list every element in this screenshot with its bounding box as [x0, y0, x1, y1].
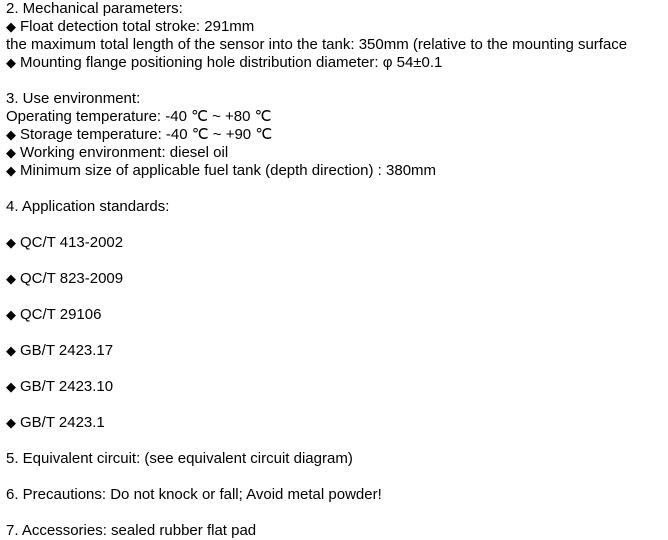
spacer	[6, 504, 668, 522]
diamond-bullet-icon: ◆	[6, 163, 16, 178]
list-item-text: Working environment: diesel oil	[20, 144, 229, 161]
section-heading-circuit: 5. Equivalent circuit: (see equivalent circuit diagram)	[6, 450, 353, 467]
list-item-text: Operating temperature: -40 ℃ ~ +80 ℃	[6, 108, 272, 125]
diamond-bullet-icon: ◆	[6, 271, 16, 286]
spacer	[6, 360, 668, 378]
list-item	[6, 378, 668, 396]
section-heading-environment: 3. Use environment:	[6, 90, 141, 107]
list-item-text: the maximum total length of the sensor into the tank: 350mm (relative to the mounting surface	[6, 36, 628, 53]
list-item	[6, 54, 668, 72]
list-item-text: QC/T 29106	[20, 306, 102, 323]
spacer	[6, 252, 668, 270]
section-heading-precautions: 6. Precautions: Do not knock or fall; Avoid metal powder!	[6, 486, 382, 503]
spacer	[6, 432, 668, 450]
diamond-bullet-icon: ◆	[6, 19, 16, 34]
list-item-text: Mounting flange positioning hole distribution diameter: φ 54±0.1	[20, 54, 443, 71]
list-item	[6, 306, 668, 324]
list-item-text: GB/T 2423.10	[20, 378, 114, 395]
document-body	[6, 0, 668, 540]
spacer	[6, 216, 668, 234]
diamond-bullet-icon: ◆	[6, 307, 16, 322]
list-item	[6, 414, 668, 432]
spacer	[6, 324, 668, 342]
list-item-text: QC/T 823-2009	[20, 270, 124, 287]
section-heading-standards: 4. Application standards:	[6, 198, 170, 215]
section-heading-mechanical: 2. Mechanical parameters:	[6, 0, 183, 17]
diamond-bullet-icon: ◆	[6, 127, 16, 142]
list-item	[6, 36, 668, 54]
list-item	[6, 108, 668, 126]
diamond-bullet-icon: ◆	[6, 235, 16, 250]
list-item-text: Minimum size of applicable fuel tank (depth direction) : 380mm	[20, 162, 437, 179]
list-item	[6, 270, 668, 288]
list-item	[6, 162, 668, 180]
list-item	[6, 342, 668, 360]
list-item-text: Storage temperature: -40 ℃ ~ +90 ℃	[20, 126, 273, 143]
diamond-bullet-icon: ◆	[6, 379, 16, 394]
list-item-text: QC/T 413-2002	[20, 234, 124, 251]
spacer	[6, 468, 668, 486]
section-heading-accessories: 7. Accessories: sealed rubber flat pad	[6, 522, 257, 539]
list-item	[6, 144, 668, 162]
spacer	[6, 180, 668, 198]
spacer	[6, 288, 668, 306]
diamond-bullet-icon: ◆	[6, 55, 16, 70]
diamond-bullet-icon: ◆	[6, 145, 16, 160]
list-item-text: GB/T 2423.1	[20, 414, 105, 431]
spacer	[6, 72, 668, 90]
list-item	[6, 234, 668, 252]
list-item-text: Float detection total stroke: 291mm	[20, 18, 255, 35]
list-item	[6, 18, 668, 36]
list-item	[6, 126, 668, 144]
spacer	[6, 396, 668, 414]
diamond-bullet-icon: ◆	[6, 343, 16, 358]
list-item-text: GB/T 2423.17	[20, 342, 114, 359]
diamond-bullet-icon: ◆	[6, 415, 16, 430]
